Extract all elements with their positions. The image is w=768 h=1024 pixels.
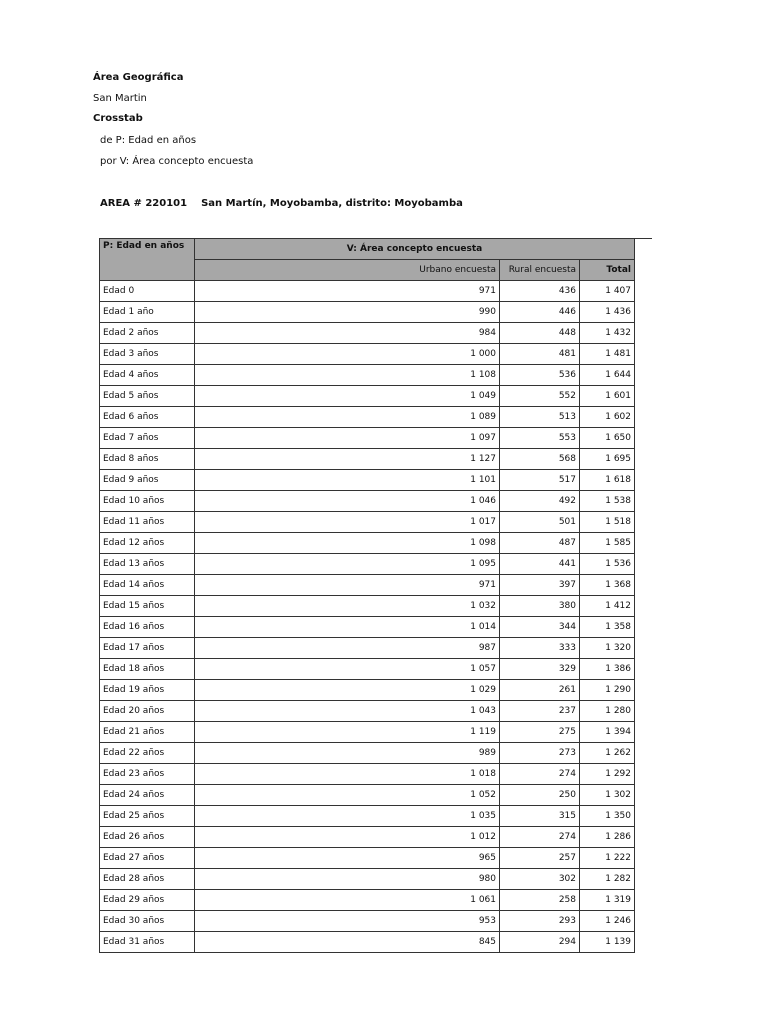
row-label: Edad 22 años [100, 743, 195, 764]
row-label: Edad 24 años [100, 785, 195, 806]
area-heading [100, 198, 463, 209]
crosstab-title: Crosstab [93, 113, 143, 124]
cell-total: 1 319 [580, 890, 635, 911]
cell-urbano: 1 101 [195, 470, 500, 491]
cell-rural: 250 [500, 785, 580, 806]
cell-total: 1 412 [580, 596, 635, 617]
row-label: Edad 14 años [100, 575, 195, 596]
row-label: Edad 12 años [100, 533, 195, 554]
row-label: Edad 3 años [100, 344, 195, 365]
cell-total: 1 246 [580, 911, 635, 932]
table-row [100, 428, 635, 449]
cell-urbano: 1 119 [195, 722, 500, 743]
cell-rural: 513 [500, 407, 580, 428]
row-label: Edad 5 años [100, 386, 195, 407]
row-label: Edad 0 [100, 281, 195, 302]
row-label: Edad 19 años [100, 680, 195, 701]
cell-rural: 293 [500, 911, 580, 932]
table-row [100, 785, 635, 806]
cell-urbano: 989 [195, 743, 500, 764]
table-row [100, 848, 635, 869]
cell-total: 1 286 [580, 827, 635, 848]
cell-urbano: 1 029 [195, 680, 500, 701]
cell-rural: 397 [500, 575, 580, 596]
row-label: Edad 10 años [100, 491, 195, 512]
cell-rural: 487 [500, 533, 580, 554]
cell-rural: 380 [500, 596, 580, 617]
table-row [100, 470, 635, 491]
row-label: Edad 15 años [100, 596, 195, 617]
cell-rural: 441 [500, 554, 580, 575]
cell-rural: 552 [500, 386, 580, 407]
table-row [100, 365, 635, 386]
row-label: Edad 2 años [100, 323, 195, 344]
cell-total: 1 536 [580, 554, 635, 575]
cell-total: 1 350 [580, 806, 635, 827]
area-title: Área Geográfica [93, 72, 184, 83]
table-row [100, 386, 635, 407]
row-label: Edad 29 años [100, 890, 195, 911]
cell-urbano: 1 043 [195, 701, 500, 722]
cell-urbano: 1 017 [195, 512, 500, 533]
table-row [100, 554, 635, 575]
row-label: Edad 1 año [100, 302, 195, 323]
cell-rural: 329 [500, 659, 580, 680]
table-row [100, 344, 635, 365]
table-row [100, 596, 635, 617]
cell-total: 1 481 [580, 344, 635, 365]
table-row [100, 575, 635, 596]
cell-total: 1 585 [580, 533, 635, 554]
cell-rural: 568 [500, 449, 580, 470]
table-row [100, 638, 635, 659]
table-row [100, 659, 635, 680]
cell-total: 1 432 [580, 323, 635, 344]
cell-total: 1 222 [580, 848, 635, 869]
cell-rural: 344 [500, 617, 580, 638]
row-label: Edad 8 años [100, 449, 195, 470]
cell-total: 1 320 [580, 638, 635, 659]
cell-total: 1 262 [580, 743, 635, 764]
table-row [100, 911, 635, 932]
cell-rural: 275 [500, 722, 580, 743]
cell-total: 1 518 [580, 512, 635, 533]
cell-urbano: 1 035 [195, 806, 500, 827]
cell-rural: 274 [500, 827, 580, 848]
table-row [100, 491, 635, 512]
cell-rural: 258 [500, 890, 580, 911]
cell-rural: 333 [500, 638, 580, 659]
cell-rural: 237 [500, 701, 580, 722]
cell-rural: 536 [500, 365, 580, 386]
cell-total: 1 290 [580, 680, 635, 701]
cell-urbano: 965 [195, 848, 500, 869]
cell-urbano: 1 012 [195, 827, 500, 848]
row-label: Edad 26 años [100, 827, 195, 848]
row-label: Edad 18 años [100, 659, 195, 680]
cell-rural: 436 [500, 281, 580, 302]
table-row [100, 722, 635, 743]
cell-urbano: 987 [195, 638, 500, 659]
table-row [100, 680, 635, 701]
table-body [100, 281, 635, 953]
table-row [100, 512, 635, 533]
table-row [100, 617, 635, 638]
cell-rural: 481 [500, 344, 580, 365]
table-row [100, 932, 635, 953]
cell-urbano: 1 108 [195, 365, 500, 386]
area-name: San Martín, Moyobamba, distrito: Moyobamba [201, 198, 463, 209]
column-header-rural: Rural encuesta [500, 260, 580, 281]
cell-urbano: 971 [195, 281, 500, 302]
cell-total: 1 292 [580, 764, 635, 785]
cell-rural: 448 [500, 323, 580, 344]
table-row [100, 323, 635, 344]
cell-rural: 501 [500, 512, 580, 533]
cell-rural: 294 [500, 932, 580, 953]
table-row [100, 449, 635, 470]
cell-total: 1 386 [580, 659, 635, 680]
column-variable-label: por V: Área concepto encuesta [100, 156, 254, 167]
cell-total: 1 601 [580, 386, 635, 407]
row-label: Edad 30 años [100, 911, 195, 932]
cell-urbano: 1 061 [195, 890, 500, 911]
cell-rural: 274 [500, 764, 580, 785]
cell-rural: 446 [500, 302, 580, 323]
table-row [100, 764, 635, 785]
cell-urbano: 1 098 [195, 533, 500, 554]
cell-urbano: 1 097 [195, 428, 500, 449]
row-label: Edad 11 años [100, 512, 195, 533]
table-row [100, 701, 635, 722]
cell-total: 1 139 [580, 932, 635, 953]
cell-rural: 517 [500, 470, 580, 491]
cell-urbano: 1 046 [195, 491, 500, 512]
row-variable-label: de P: Edad en años [100, 135, 197, 146]
row-label: Edad 28 años [100, 869, 195, 890]
row-label: Edad 13 años [100, 554, 195, 575]
row-label: Edad 21 años [100, 722, 195, 743]
table-row [100, 869, 635, 890]
cell-total: 1 695 [580, 449, 635, 470]
cell-urbano: 1 095 [195, 554, 500, 575]
cell-rural: 261 [500, 680, 580, 701]
table-header-row [100, 239, 635, 260]
table-row [100, 281, 635, 302]
cell-urbano: 1 089 [195, 407, 500, 428]
table-row [100, 302, 635, 323]
table-row [100, 890, 635, 911]
row-label: Edad 6 años [100, 407, 195, 428]
area-code: AREA # 220101 [100, 198, 188, 209]
column-header-total: Total [580, 260, 635, 281]
cell-rural: 302 [500, 869, 580, 890]
row-label: Edad 4 años [100, 365, 195, 386]
row-label: Edad 7 años [100, 428, 195, 449]
cell-urbano: 971 [195, 575, 500, 596]
cell-total: 1 538 [580, 491, 635, 512]
cell-rural: 492 [500, 491, 580, 512]
cell-total: 1 368 [580, 575, 635, 596]
cell-rural: 273 [500, 743, 580, 764]
cell-rural: 553 [500, 428, 580, 449]
row-label: Edad 31 años [100, 932, 195, 953]
row-label: Edad 16 años [100, 617, 195, 638]
row-label: Edad 27 años [100, 848, 195, 869]
cell-total: 1 407 [580, 281, 635, 302]
cell-urbano: 984 [195, 323, 500, 344]
column-group-header: V: Área concepto encuesta [195, 239, 635, 260]
table-row [100, 827, 635, 848]
table-row [100, 743, 635, 764]
row-label: Edad 25 años [100, 806, 195, 827]
column-header-urbano: Urbano encuesta [195, 260, 500, 281]
row-variable-header: P: Edad en años [100, 239, 195, 281]
cell-urbano: 1 014 [195, 617, 500, 638]
cell-urbano: 1 127 [195, 449, 500, 470]
cell-urbano: 980 [195, 869, 500, 890]
area-value: San Martin [93, 93, 147, 104]
cell-urbano: 1 049 [195, 386, 500, 407]
row-label: Edad 20 años [100, 701, 195, 722]
cell-urbano: 1 057 [195, 659, 500, 680]
cell-urbano: 953 [195, 911, 500, 932]
table-row [100, 407, 635, 428]
cell-total: 1 618 [580, 470, 635, 491]
cell-urbano: 990 [195, 302, 500, 323]
cell-total: 1 282 [580, 869, 635, 890]
row-label: Edad 9 años [100, 470, 195, 491]
cell-total: 1 280 [580, 701, 635, 722]
cell-total: 1 650 [580, 428, 635, 449]
cell-rural: 257 [500, 848, 580, 869]
cell-urbano: 1 052 [195, 785, 500, 806]
cell-urbano: 845 [195, 932, 500, 953]
row-label: Edad 17 años [100, 638, 195, 659]
crosstab-table [99, 238, 635, 953]
table-top-extension-line [635, 238, 652, 239]
cell-total: 1 394 [580, 722, 635, 743]
table-row [100, 806, 635, 827]
row-label: Edad 23 años [100, 764, 195, 785]
cell-total: 1 358 [580, 617, 635, 638]
cell-urbano: 1 000 [195, 344, 500, 365]
cell-total: 1 302 [580, 785, 635, 806]
cell-rural: 315 [500, 806, 580, 827]
cell-total: 1 436 [580, 302, 635, 323]
table-row [100, 533, 635, 554]
cell-urbano: 1 032 [195, 596, 500, 617]
cell-total: 1 602 [580, 407, 635, 428]
cell-urbano: 1 018 [195, 764, 500, 785]
cell-total: 1 644 [580, 365, 635, 386]
